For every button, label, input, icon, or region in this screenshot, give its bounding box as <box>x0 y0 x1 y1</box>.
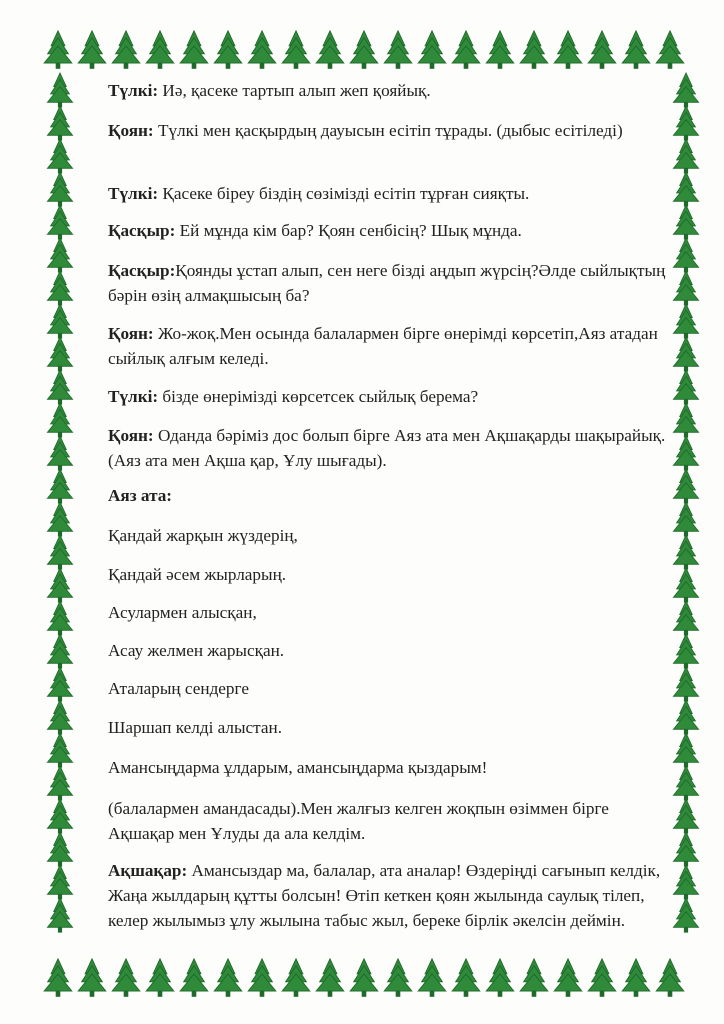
fir-tree-icon <box>248 31 276 69</box>
poem-line <box>108 755 668 780</box>
fir-tree-icon <box>673 469 698 504</box>
poem-line <box>108 638 668 663</box>
fir-tree-icon <box>47 172 72 207</box>
fir-tree-icon <box>214 31 242 69</box>
poem-line <box>108 600 668 625</box>
fir-tree-icon <box>673 832 698 867</box>
speaker: Ақшақар: <box>108 861 188 880</box>
fir-tree-icon <box>673 271 698 306</box>
fir-tree-icon <box>180 959 208 997</box>
dialogue-line <box>108 118 668 143</box>
speaker: Түлкі: <box>108 81 159 100</box>
fir-tree-icon <box>47 436 72 471</box>
fir-tree-icon <box>673 766 698 801</box>
line-text: Асау желмен жарысқан. <box>108 641 285 660</box>
fir-tree-icon <box>673 799 698 834</box>
fir-tree-icon <box>673 403 698 438</box>
fir-tree-icon <box>47 238 72 273</box>
fir-tree-icon <box>622 31 650 69</box>
fir-tree-icon <box>554 31 582 69</box>
fir-tree-icon <box>47 304 72 339</box>
fir-tree-icon <box>47 601 72 636</box>
fir-tree-icon <box>588 31 616 69</box>
fir-tree-icon <box>656 959 684 997</box>
line-text: Иә, қасеке тартып алып жеп қояйық. <box>158 81 431 100</box>
fir-tree-icon <box>47 667 72 702</box>
line-text: Ей мұнда кім бар? Қоян сенбісің? Шық мұнда. <box>175 221 522 240</box>
fir-tree-icon <box>520 31 548 69</box>
fir-tree-icon <box>214 959 242 997</box>
fir-tree-icon <box>622 959 650 997</box>
fir-tree-icon <box>673 304 698 339</box>
fir-tree-icon <box>47 634 72 669</box>
fir-tree-icon <box>673 106 698 141</box>
speaker: Қоян: <box>108 121 154 140</box>
dialogue-line <box>108 181 668 206</box>
speaker: Қасқыр: <box>108 261 176 280</box>
fir-tree-icon <box>673 205 698 240</box>
fir-tree-icon <box>673 172 698 207</box>
fir-tree-icon <box>673 139 698 174</box>
line-text: Асулармен алысқан, <box>108 603 257 622</box>
line-text: (балалармен амандасады).Мен жалғыз келген жоқпын өзіммен бірге Ақшақар мен Ұлуды да ала келдім. <box>108 799 609 843</box>
dialogue-line <box>108 321 668 371</box>
dialogue-line <box>108 258 668 308</box>
line-text: Қандай әсем жырларың. <box>108 565 287 584</box>
line-text: Оданда бәріміз дос болып бірге Аяз ата мен Ақшақарды шақырайық. (Аяз ата мен Ақша қар, Ұлу шығады). <box>108 426 666 470</box>
poem-line <box>108 562 668 587</box>
fir-tree-icon <box>47 766 72 801</box>
speaker: Қоян: <box>108 426 154 445</box>
fir-tree-icon <box>350 959 378 997</box>
fir-tree-icon <box>282 31 310 69</box>
fir-tree-icon <box>47 337 72 372</box>
fir-tree-icon <box>486 31 514 69</box>
fir-tree-icon <box>47 865 72 900</box>
fir-tree-icon <box>673 502 698 537</box>
fir-tree-icon <box>47 370 72 405</box>
speaker: Аяз ата: <box>108 486 173 505</box>
poem-line <box>108 523 668 548</box>
poem-line <box>108 715 668 740</box>
fir-tree-icon <box>554 959 582 997</box>
fir-tree-icon <box>384 959 412 997</box>
fir-tree-icon <box>673 436 698 471</box>
fir-tree-icon <box>316 31 344 69</box>
line-text: Амансыңдарма ұлдарым, амансыңдарма қыздарым! <box>108 758 488 777</box>
fir-tree-icon <box>47 403 72 438</box>
poem-line <box>108 676 668 701</box>
fir-tree-icon <box>350 31 378 69</box>
fir-tree-icon <box>384 31 412 69</box>
fir-tree-icon <box>673 337 698 372</box>
fir-tree-icon <box>112 31 140 69</box>
fir-tree-icon <box>47 733 72 768</box>
fir-tree-icon <box>673 73 698 108</box>
fir-tree-icon <box>78 959 106 997</box>
fir-tree-icon <box>47 205 72 240</box>
fir-tree-icon <box>452 31 480 69</box>
fir-tree-icon <box>47 799 72 834</box>
fir-tree-icon <box>47 73 72 108</box>
fir-tree-icon <box>418 959 446 997</box>
fir-tree-icon <box>112 959 140 997</box>
fir-tree-icon <box>520 959 548 997</box>
fir-tree-icon <box>47 568 72 603</box>
fir-tree-icon <box>47 139 72 174</box>
dialogue-line <box>108 483 668 508</box>
fir-tree-icon <box>47 832 72 867</box>
dialogue-line <box>108 218 668 243</box>
fir-tree-icon <box>673 898 698 933</box>
line-text: Шаршап келді алыстан. <box>108 718 283 737</box>
line-text: Амансыздар ма, балалар, ата аналар! Өздеріңді сағынып келдік, Жаңа жылдарың құтты болсын! Өтіп кеткен қоян жылында саулық тілеп, келер жылымыз ұлу жылына табыс жыл, береке бірлік әкелсін деймін. <box>108 861 661 930</box>
fir-tree-icon <box>673 865 698 900</box>
fir-tree-icon <box>44 31 72 69</box>
dialogue-line <box>108 78 668 103</box>
speaker: Қоян: <box>108 324 154 343</box>
fir-tree-icon <box>47 535 72 570</box>
fir-tree-icon <box>486 959 514 997</box>
fir-tree-icon <box>673 733 698 768</box>
speaker: Қасқыр: <box>108 221 176 240</box>
fir-tree-icon <box>180 31 208 69</box>
fir-tree-icon <box>673 634 698 669</box>
fir-tree-icon <box>146 959 174 997</box>
fir-tree-icon <box>673 238 698 273</box>
fir-tree-icon <box>78 31 106 69</box>
fir-tree-icon <box>47 898 72 933</box>
fir-tree-icon <box>656 31 684 69</box>
speaker: Түлкі: <box>108 184 159 203</box>
fir-tree-icon <box>47 469 72 504</box>
fir-tree-icon <box>248 959 276 997</box>
fir-tree-icon <box>673 667 698 702</box>
line-text: Қасеке біреу біздің сөзімізді есітіп тұрған сияқты. <box>158 184 530 203</box>
fir-tree-icon <box>588 959 616 997</box>
fir-tree-icon <box>44 959 72 997</box>
fir-tree-icon <box>316 959 344 997</box>
line-text: бізде өнерімізді көрсетсек сыйлық берема? <box>158 387 479 406</box>
fir-tree-icon <box>282 959 310 997</box>
speaker: Түлкі: <box>108 387 159 406</box>
fir-tree-icon <box>418 31 446 69</box>
line-text: Қандай жарқын жүздерің, <box>108 526 298 545</box>
line-text: Қоянды ұстап алып, сен неге бізді аңдып жүрсің?Әлде сыйлықтың бәрін өзің алмақшысың ба? <box>108 261 666 305</box>
fir-tree-icon <box>47 106 72 141</box>
fir-tree-icon <box>146 31 174 69</box>
line-text: Аталарың сендерге <box>108 679 249 698</box>
fir-tree-icon <box>452 959 480 997</box>
line-text: Түлкі мен қасқырдың дауысын есітіп тұрады. (дыбыс есітіледі) <box>153 121 623 140</box>
fir-tree-icon <box>47 271 72 306</box>
fir-tree-icon <box>47 502 72 537</box>
fir-tree-icon <box>47 700 72 735</box>
fir-tree-icon <box>673 700 698 735</box>
fir-tree-icon <box>673 601 698 636</box>
fir-tree-icon <box>673 535 698 570</box>
fir-tree-icon <box>673 370 698 405</box>
dialogue-line <box>108 423 668 473</box>
fir-tree-icon <box>673 568 698 603</box>
dialogue-line <box>108 384 668 409</box>
dialogue-line <box>108 796 668 846</box>
dialogue-line <box>108 858 668 933</box>
line-text: Жо-жоқ.Мен осында балалармен бірге өнерімді көрсетіп,Аяз атадан сыйлық алғым келеді. <box>108 324 658 368</box>
